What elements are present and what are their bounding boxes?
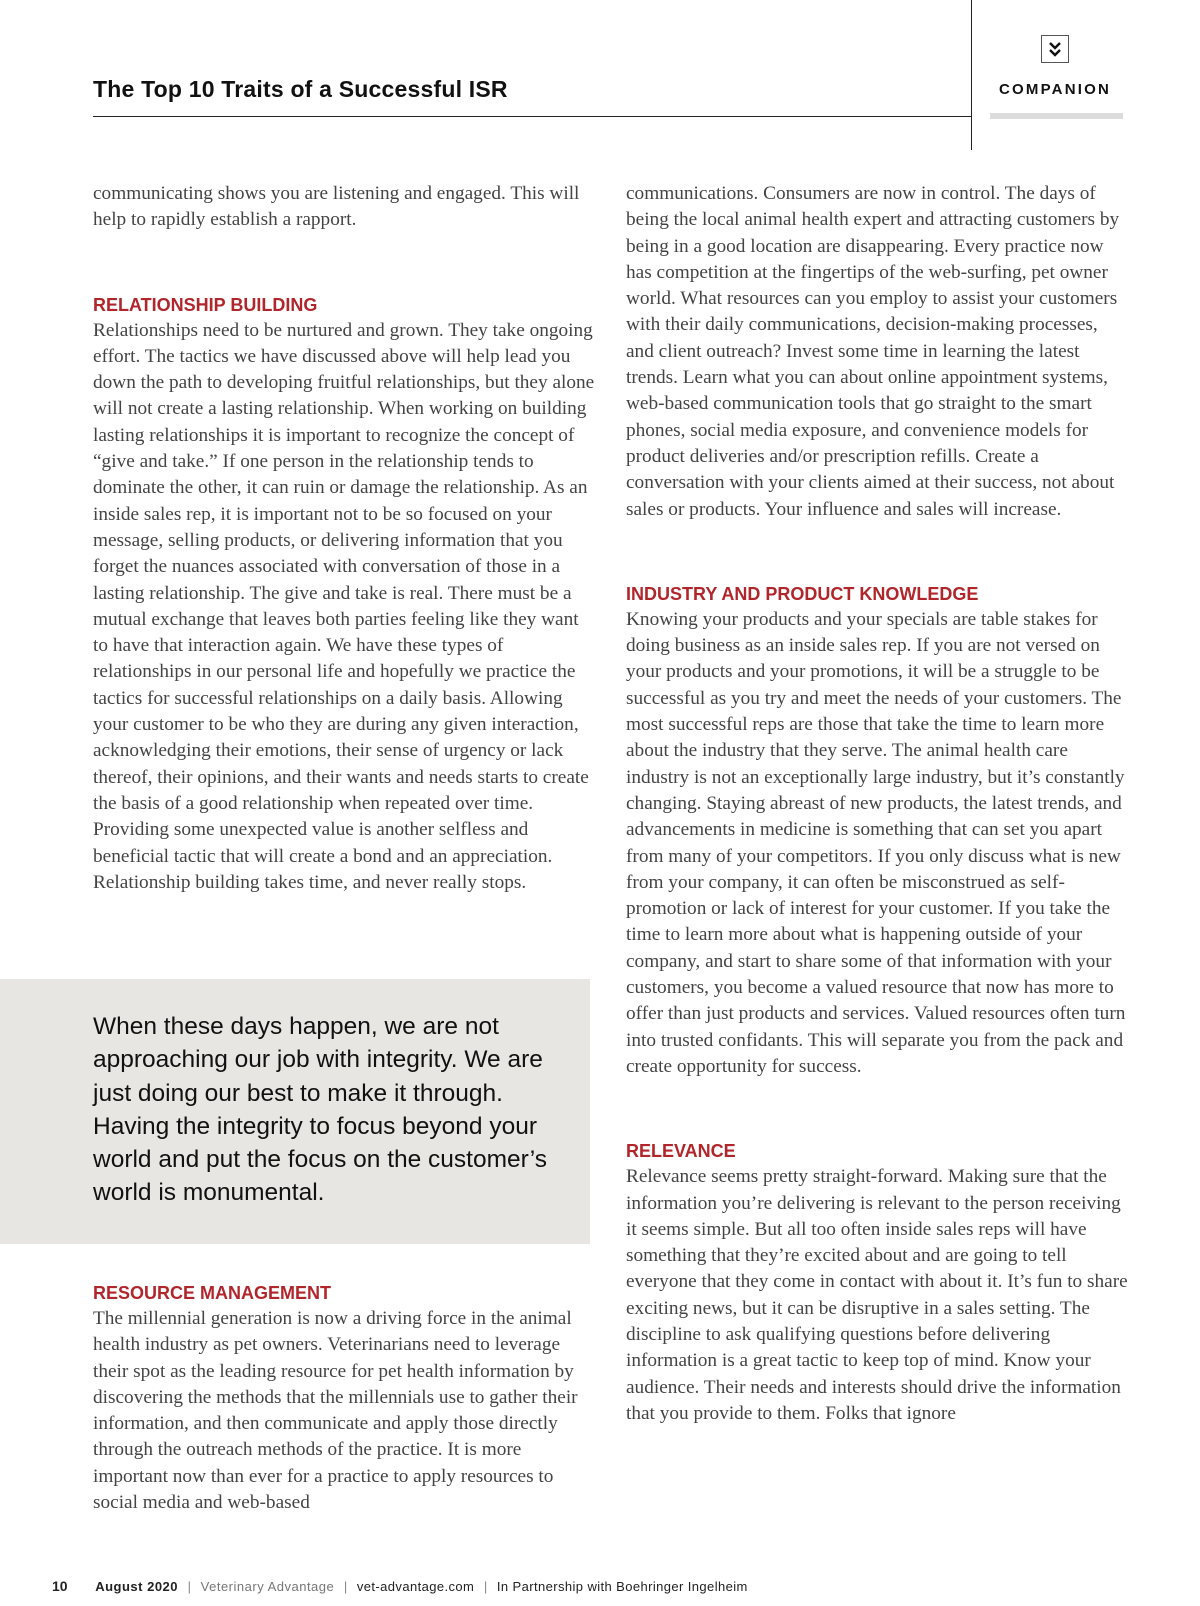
magazine-name: Veterinary Advantage	[200, 1579, 335, 1594]
footer-separator: |	[343, 1579, 348, 1594]
footer-separator: |	[483, 1579, 488, 1594]
left-column-lower	[93, 1280, 595, 1516]
website-link[interactable]: vet-advantage.com	[356, 1579, 475, 1594]
header-vertical-divider	[971, 0, 972, 150]
companion-label[interactable]: COMPANION	[998, 81, 1112, 98]
resource-management-body: The millennial generation is now a driving force in the animal health industry as pet owners. Veterinarians need to leverage their spot as the leading resource for pet health information by discovering the methods that the millennials use to gather their information, and then communicate and apply those directly through the outreach methods of the practice. It is more important now than ever for a practice to apply resources to social media and web-based	[93, 1308, 578, 1514]
industry-knowledge-heading: INDUSTRY AND PRODUCT KNOWLEDGE	[626, 583, 979, 604]
pull-quote: When these days happen, we are not approaching our job with integrity. We are just doing our best to make it through. Having the integrity to focus beyond your world and put the focus on the customer’s world is monumental.	[93, 1013, 547, 1207]
relevance-body: Relevance seems pretty straight-forward. Making sure that the information you’re delivering is relevant to the person receiving it seems simple. But all too often inside sales reps will have something that they’re excited about and are going to tell everyone that they come in contact with about it. It’s fun to share exciting news, but it can be disruptive in a sales setting. The discipline to ask qualifying questions before delivering information is a great tactic to keep top of mind. Know your audience. Their needs and interests should drive the information that you provide to them. Folks that ignore	[626, 1166, 1128, 1424]
issue-date: August 2020	[95, 1579, 179, 1594]
left-column	[93, 181, 595, 896]
article-title: The Top 10 Traits of a Successful ISR	[93, 76, 508, 102]
header-divider	[93, 116, 971, 117]
companion-bar	[990, 113, 1123, 119]
relationship-building-body: Relationships need to be nurtured and grown. They take ongoing effort. The tactics we have discussed above will help lead you down the path to developing fruitful relationships, but they alone will not create a lasting relationship. When working on building lasting relationships it is important to recognize the concept of “give and take.” If one person in the relationship tends to dominate the other, it can ruin or damage the relationship. As an inside sales rep, it is important not to be so focused on your message, selling products, or delivering information that you forget the nuances associated with conversation of those in a lasting relationship. The give and take is real. There must be a mutual exchange that leaves both parties feeling like they want to have that interaction again. We have these types of relationships in our personal life and hopefully we practice the tactics for successful relationships on a daily basis. Allowing your customer to be who they are during any given interaction, acknowledging their emotions, their sense of urgency or lack thereof, their opinions, and their wants and needs starts to create the basis of a good relationship when repeated over time. Providing some unexpected value is another selfless and beneficial tactic that will create a bond and an appreciation. Relationship building takes time, and never really stops.	[93, 319, 595, 893]
footer-separator: |	[187, 1579, 192, 1594]
right-intro-paragraph: communications. Consumers are now in control. The days of being the local animal health expert and attracting customers by being in a good location are disappearing. Every practice now has competition at the fingertips of the web-surfing, pet owner world. What resources can you employ to assist your customers with their daily communications, decision-making processes, and client outreach? Invest some time in learning the latest trends. Learn what you can about online appointment systems, web-based communication tools that go straight to the smart phones, social media exposure, and convenience models for product deliveries and/or prescription refills. Create a conversation with your clients aimed at their success, not about sales or products. Your influence and sales will increase.	[626, 183, 1120, 520]
right-column	[626, 181, 1128, 1427]
resource-management-heading: RESOURCE MANAGEMENT	[93, 1283, 332, 1303]
relationship-building-heading: RELATIONSHIP BUILDING	[93, 294, 318, 315]
left-intro-paragraph: communicating shows you are listening and engaged. This will help to rapidly establish a rapport.	[93, 183, 580, 231]
partner-credit: In Partnership with Boehringer Ingelheim	[496, 1579, 748, 1594]
relevance-heading: RELEVANCE	[626, 1141, 736, 1162]
page-number: 10	[52, 1578, 68, 1594]
industry-knowledge-body: Knowing your products and your specials are table stakes for doing business as an inside sales rep. If you are not versed on your products and your promotions, it will be a struggle to be successful as you try and meet the needs of your customers. The most successful reps are those that take the time to learn more about the industry that they serve. The animal health care industry is not an exceptionally large industry, but it’s constantly changing. Staying abreast of new products, the latest trends, and advancements in medicine is something that can set you apart from many of your competitors. If you only discuss what is new from your company, it can often be misconstrued as self-promotion or lack of interest for your customer. If you take the time to learn more about what is happening outside of your company, and start to share some of that information with your customers, you become a valued resource that now has more to offer than just products and services. Valued resources often turn into trusted confidants. This will separate you from the pack and create opportunity for success.	[626, 608, 1126, 1077]
page-footer	[52, 1578, 748, 1594]
double-chevron-down-icon[interactable]	[1041, 35, 1069, 63]
